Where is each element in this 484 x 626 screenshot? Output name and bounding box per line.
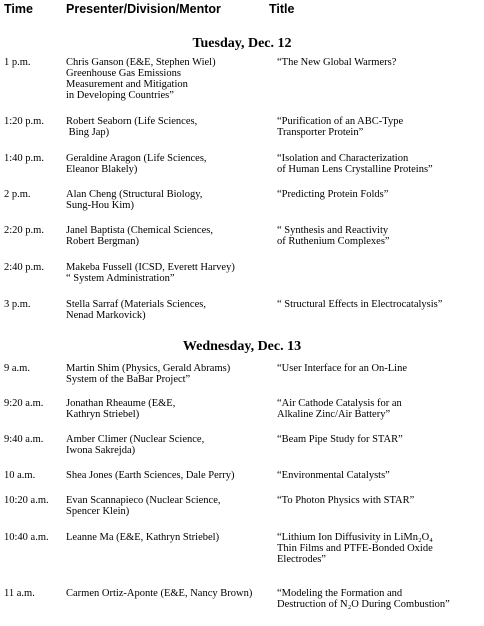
row-title [277,470,482,481]
row-title [277,588,482,610]
presenter-line: Greenhouse Gas Emissions [66,68,181,79]
title-line: Alkaline Zinc/Air Battery” [277,409,391,420]
presenter-line: Robert Bergman) [66,236,139,247]
presenter-line: Carmen Ortiz-Aponte (E&E, Nancy Brown) [66,588,253,599]
row-presenter [66,225,271,247]
row-time: 3 p.m. [4,299,31,310]
title-line: “ Synthesis and Reactivity [277,225,389,236]
row-time: 9:20 a.m. [4,398,44,409]
presenter-line: Chris Ganson (E&E, Stephen Wiel) [66,57,216,68]
presenter-line: Martin Shim (Physics, Gerald Abrams) [66,363,231,374]
row-time: 10:20 a.m. [4,495,49,506]
row-time: 11 a.m. [4,588,35,599]
title-line: Electrodes” [277,554,326,565]
presenter-line: Evan Scannapieco (Nuclear Science, [66,495,221,506]
presenter-line: Leanne Ma (E&E, Kathryn Striebel) [66,532,220,543]
presenter-line: Bing Jap) [66,127,110,138]
row-title [277,363,482,374]
presenter-line: Alan Cheng (Structural Biology, [66,189,203,200]
presenter-line: “ System Administration” [66,273,175,284]
row-time: 9 a.m. [4,363,30,374]
row-presenter [66,588,271,599]
row-presenter [66,262,271,284]
row-title [277,398,482,420]
row-presenter [66,495,271,517]
presenter-line: System of the BaBar Project” [66,374,191,385]
title-line: “Purification of an ABC-Type [277,116,404,127]
row-presenter [66,116,271,138]
title-line: “To Photon Physics with STAR” [277,495,415,506]
title-line: “Predicting Protein Folds” [277,189,389,200]
title-line: Destruction of N₂O During Combustion” [277,599,450,610]
row-title [277,189,482,200]
presenter-line: Janel Baptista (Chemical Sciences, [66,225,213,236]
title-line: “Lithium Ion Diffusivity in LiMn₂O₄ [277,532,433,543]
row-presenter [66,532,271,543]
row-time: 1:20 p.m. [4,116,44,127]
title-line: Transporter Protein” [277,127,364,138]
presenter-line: Kathryn Striebel) [66,409,140,420]
row-presenter [66,153,271,175]
presenter-line: Makeba Fussell (ICSD, Everett Harvey) [66,262,235,273]
presenter-line: Iwona Sakrejda) [66,445,136,456]
presenter-line: Robert Seaborn (Life Sciences, [66,116,198,127]
presenter-line: Stella Sarraf (Materials Sciences, [66,299,206,310]
row-time: 9:40 a.m. [4,434,44,445]
title-line: “ Structural Effects in Electrocatalysis” [277,299,443,310]
presenter-line: Amber Climer (Nuclear Science, [66,434,205,445]
row-time: 2:40 p.m. [4,262,44,273]
row-title [277,225,482,247]
presenter-line: Jonathan Rheaume (E&E, [66,398,176,409]
day-heading-wednesday: Wednesday, Dec. 13 [182,339,302,354]
title-line: “Isolation and Characterization [277,153,409,164]
title-line: “The New Global Warmers? [277,57,397,68]
row-presenter [66,363,271,385]
title-line: Thin Films and PTFE-Bonded Oxide [277,543,433,554]
row-time: 2 p.m. [4,189,31,200]
presenter-line: Sung-Hou Kim) [66,200,134,211]
row-title [277,299,482,310]
row-time: 1:40 p.m. [4,153,44,164]
presenter-line: Spencer Klein) [66,506,130,517]
title-line: “Environmental Catalysts” [277,470,390,481]
row-presenter [66,434,271,456]
title-line: of Human Lens Crystalline Proteins” [277,164,433,175]
row-time: 10 a.m. [4,470,36,481]
title-line: of Ruthenium Complexes” [277,236,390,247]
title-line: “Beam Pipe Study for STAR” [277,434,403,445]
presenter-line: Measurement and Mitigation [66,79,188,90]
row-title [277,495,482,506]
presenter-line: Eleanor Blakely) [66,164,138,175]
presenter-line: Geraldine Aragon (Life Sciences, [66,153,207,164]
presenter-line: Nenad Markovick) [66,310,146,321]
row-time: 2:20 p.m. [4,225,44,236]
row-time: 1 p.m. [4,57,31,68]
row-title [277,116,482,138]
presenter-line: in Developing Countries” [66,90,174,101]
title-line: “User Interface for an On-Line [277,363,408,374]
column-header-title: Title [269,2,295,16]
column-header-time: Time [4,2,33,16]
row-presenter [66,398,271,420]
row-time: 10:40 a.m. [4,532,49,543]
row-presenter [66,299,271,321]
row-title [277,57,482,68]
row-title [277,434,482,445]
day-heading-tuesday: Tuesday, Dec. 12 [192,36,292,51]
row-title [277,532,482,565]
title-line: “Air Cathode Catalysis for an [277,398,402,409]
presenter-line: Shea Jones (Earth Sciences, Dale Perry) [66,470,235,481]
column-header-presenter: Presenter/Division/Mentor [66,2,221,16]
row-presenter [66,57,271,101]
row-presenter [66,189,271,211]
row-title [277,153,482,175]
row-presenter [66,470,271,481]
title-line: “Modeling the Formation and [277,588,403,599]
